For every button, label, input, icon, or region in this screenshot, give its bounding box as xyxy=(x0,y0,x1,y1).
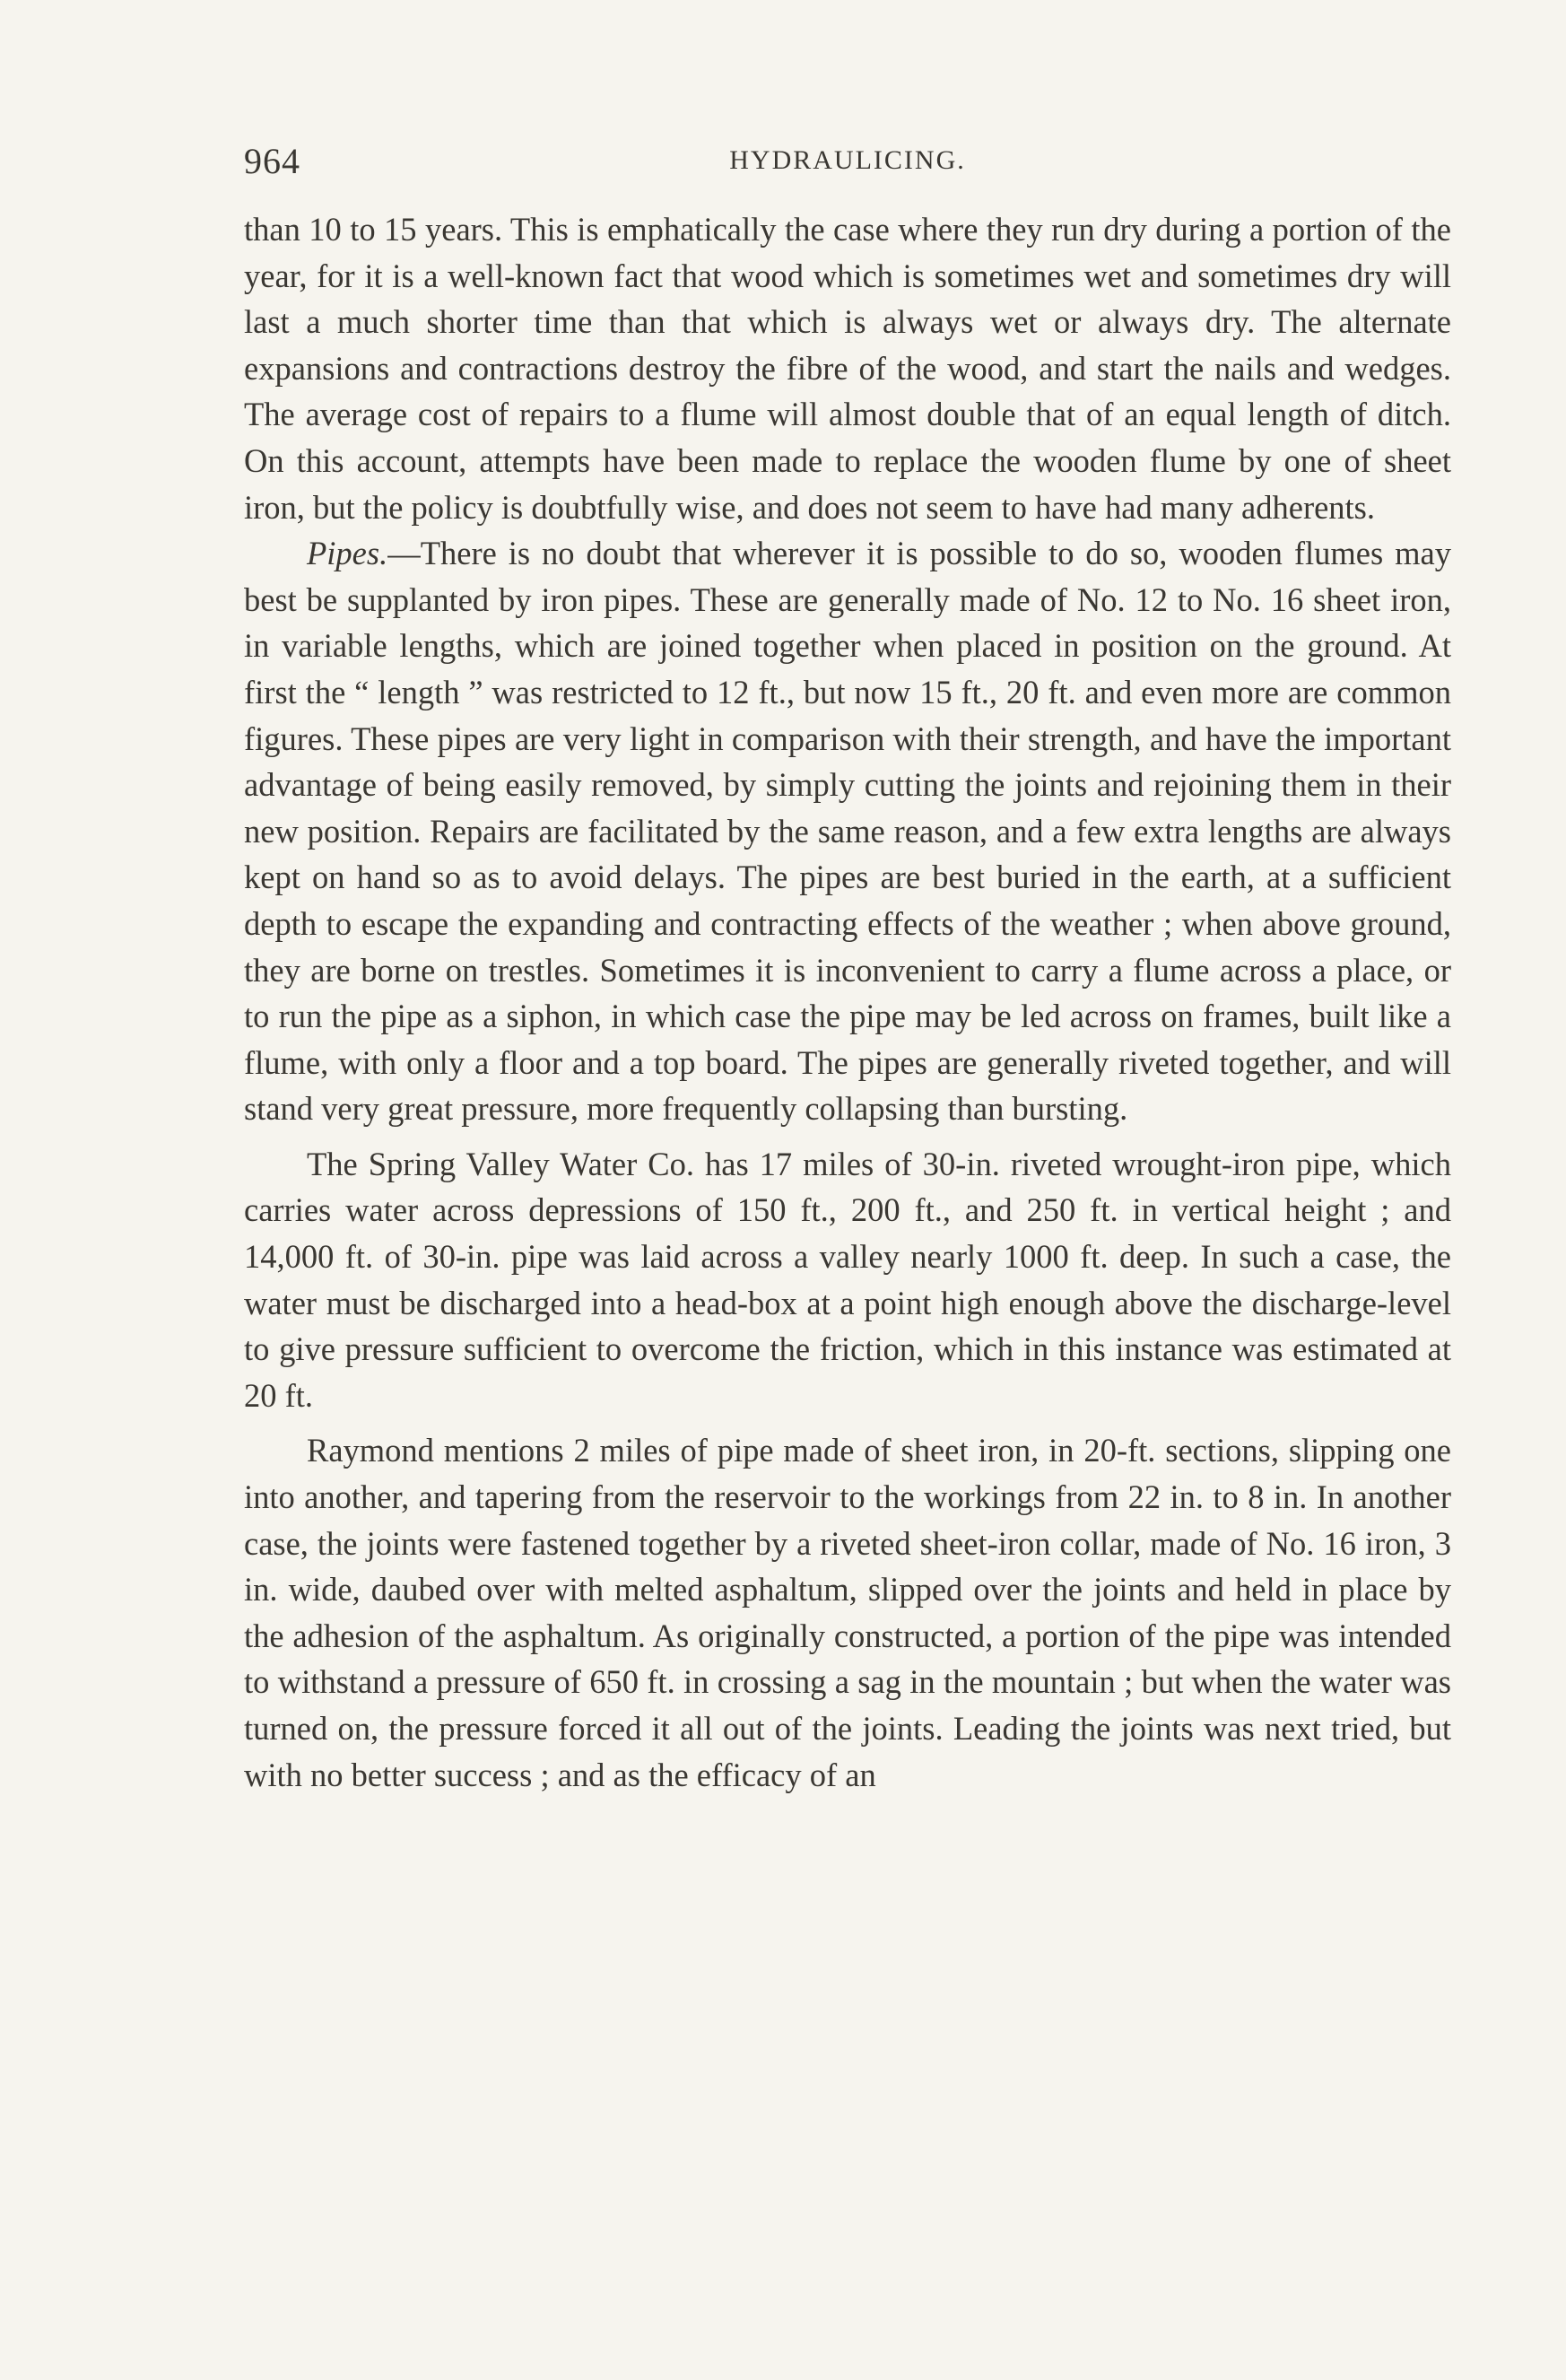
paragraph-spring-valley xyxy=(244,1141,1451,1419)
paragraph-text: —There is no doubt that wherever it is possible to do so, wooden flumes may best be supplanted by iron pipes. These are generally made of No. 12 to No. 16 sheet iron, in variable lengths, which are joined together when placed in position on the ground. At first the “ length ” was restricted to 12 ft., but now 15 ft., 20 ft. and even more are common figures. These pipes are very light in comparison with their strength, and have the important advantage of being easily removed, by simply cutting the joints and rejoining them in their new position. Repairs are facilitated by the same reason, and a few extra lengths are always kept on hand so as to avoid delays. The pipes are best buried in the earth, at a sufficient depth to escape the expanding and contracting effects of the weather ; when above ground, they are borne on trestles. Sometimes it is inconvenient to carry a flume across a place, or to run the pipe as a siphon, in which case the pipe may be led across on frames, built like a flume, with only a floor and a top board. The pipes are generally riveted together, and will stand very great pressure, more frequently collapsing than bursting. xyxy=(244,535,1451,1128)
body-text xyxy=(244,206,1451,1798)
paragraph-raymond xyxy=(244,1427,1451,1798)
paragraph-continuation xyxy=(244,206,1451,530)
paragraph-text: The Spring Valley Water Co. has 17 miles of 30-in. riveted wrought-iron pipe, which carries water across depressions of 150 ft., 200 ft., and 250 ft. in vertical height ; and 14,000 ft. of 30-in. pipe was laid across a valley nearly 1000 ft. deep. In such a case, the water must be discharged into a head-box at a point high enough above the discharge-level to give pressure sufficient to overcome the friction, which in this instance was estimated at 20 ft. xyxy=(244,1145,1451,1414)
section-lead-pipes: Pipes. xyxy=(307,535,388,572)
book-page xyxy=(244,135,1451,1798)
page-number: 964 xyxy=(244,141,300,181)
paragraph-text: than 10 to 15 years. This is emphatically the case where they run dry during a portion of the year, for it is a well-known fact that wood which is sometimes wet and sometimes dry will last a much shorter time than that which is always wet or always dry. The alternate expansions and contractions destroy the fibre of the wood, and start the nails and wedges. The average cost of repairs to a flume will almost double that of an equal length of ditch. On this account, attempts have been made to replace the wooden flume by one of sheet iron, but the policy is doubtfully wise, and does not seem to have had many adherents. xyxy=(244,211,1451,526)
running-title: HYDRAULICING. xyxy=(729,145,966,175)
paragraph-pipes xyxy=(244,530,1451,1132)
running-head xyxy=(244,135,1451,197)
paragraph-text: Raymond mentions 2 miles of pipe made of sheet iron, in 20-ft. sections, slipping one into another, and tapering from the reservoir to the workings from 22 in. to 8 in. In another case, the joints were fastened together by a riveted sheet-iron collar, made of No. 16 iron, 3 in. wide, daubed over with melted asphaltum, slipped over the joints and held in place by the adhesion of the asphaltum. As originally constructed, a portion of the pipe was intended to withstand a pressure of 650 ft. in crossing a sag in the mountain ; but when the water was turned on, the pressure forced it all out of the joints. Leading the joints was next tried, but with no better success ; and as the efficacy of an xyxy=(244,1432,1451,1793)
